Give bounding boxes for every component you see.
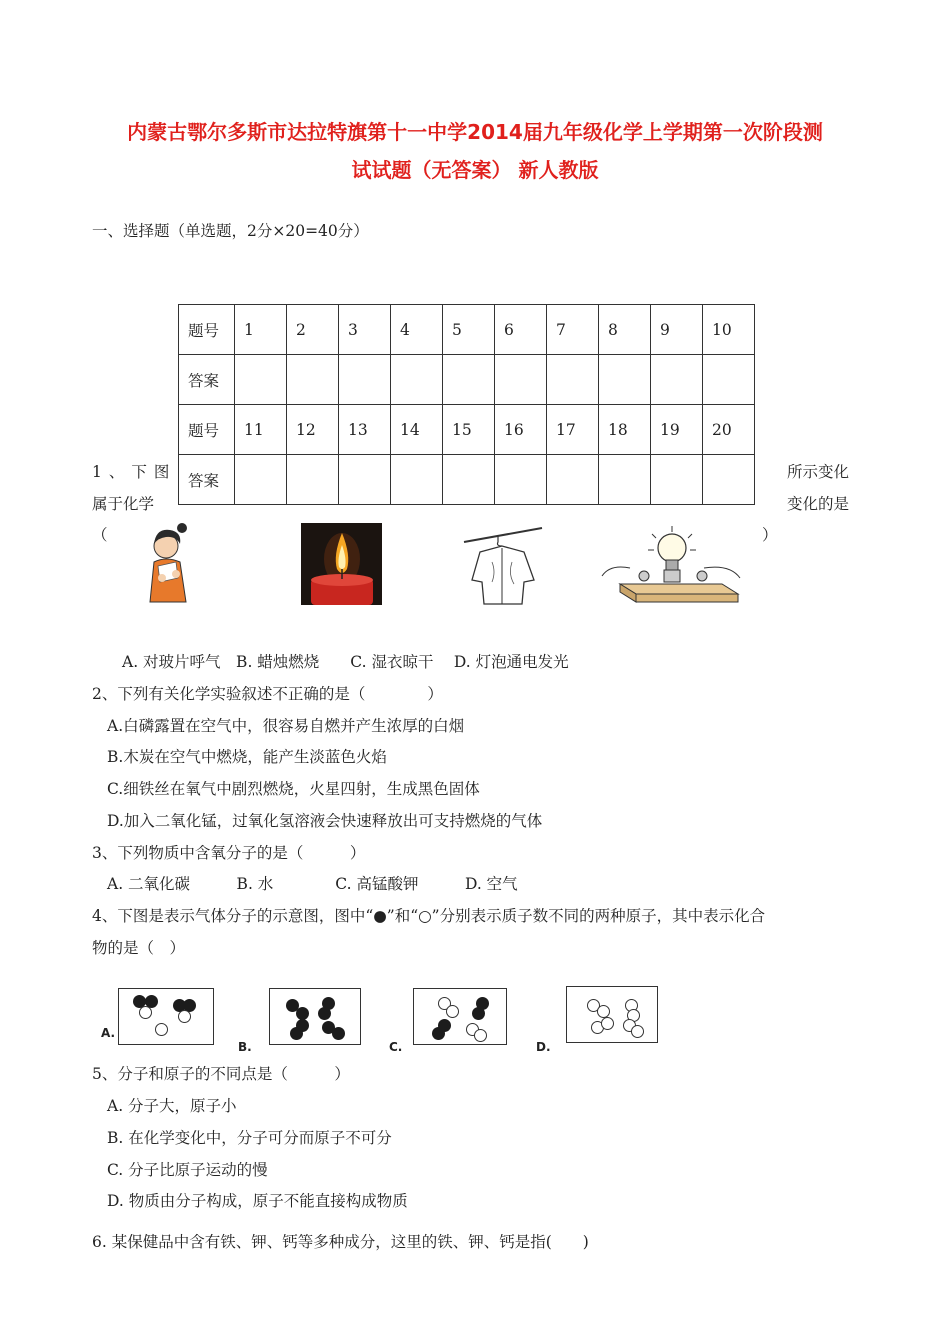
answer-cell[interactable] [443, 355, 495, 405]
table-cell: 1 [235, 305, 287, 355]
q1-left-2: 属于化学 [92, 495, 155, 513]
hollow-atom [474, 1029, 487, 1042]
q2-option-d: D.加入二氧化锰，过氧化氢溶液会快速释放出可支持燃烧的气体 [107, 812, 543, 830]
table-row [179, 355, 755, 405]
table-cell: 7 [547, 305, 599, 355]
answer-cell[interactable] [651, 355, 703, 405]
filled-atom [318, 1007, 331, 1020]
answer-cell[interactable] [495, 455, 547, 505]
answer-cell[interactable] [651, 455, 703, 505]
molecule-label-c: C. [389, 1040, 403, 1054]
answer-cell[interactable] [443, 455, 495, 505]
molecule-box-c [413, 988, 507, 1045]
table-cell: 17 [547, 405, 599, 455]
wet-clothes-image [462, 522, 544, 606]
answer-cell[interactable] [287, 455, 339, 505]
q5-option-c: C. 分子比原子运动的慢 [107, 1161, 268, 1179]
table-cell: 20 [703, 405, 755, 455]
answer-cell[interactable] [287, 355, 339, 405]
answer-cell[interactable] [703, 455, 755, 505]
answer-cell[interactable] [339, 355, 391, 405]
table-cell: 14 [391, 405, 443, 455]
molecule-box-b [269, 988, 361, 1045]
table-cell: 答案 [179, 355, 235, 405]
q1-right-1: 所示变化 [787, 463, 850, 481]
answer-cell[interactable] [391, 355, 443, 405]
table-cell: 13 [339, 405, 391, 455]
table-cell: 3 [339, 305, 391, 355]
table-cell: 15 [443, 405, 495, 455]
table-cell: 16 [495, 405, 547, 455]
q5-option-b: B. 在化学变化中，分子可分而原子不可分 [107, 1129, 392, 1147]
hollow-atom [178, 1010, 191, 1023]
answer-cell[interactable] [599, 355, 651, 405]
table-cell: 19 [651, 405, 703, 455]
q2-option-a: A.白磷露置在空气中，很容易自燃并产生浓厚的白烟 [107, 717, 465, 735]
table-row [179, 405, 755, 455]
q1-right-3: ） [762, 526, 778, 544]
q2-option-c: C.细铁丝在氧气中剧烈燃烧，火星四射，生成黑色固体 [107, 780, 480, 798]
answer-cell[interactable] [547, 355, 599, 405]
candle-burning-image [301, 523, 382, 605]
table-cell: 8 [599, 305, 651, 355]
table-cell: 9 [651, 305, 703, 355]
table-cell: 6 [495, 305, 547, 355]
table-row [179, 305, 755, 355]
q3-stem: 3、下列物质中含氧分子的是（ ） [92, 844, 366, 862]
molecule-label-b: B. [238, 1040, 252, 1054]
girl-breathing-image [146, 522, 196, 604]
q4-stem-line1: 4、下图是表示气体分子的示意图，图中“●”和“○”分别表示质子数不同的两种原子，其中表示化合 [92, 907, 766, 925]
q5-option-d: D. 物质由分子构成，原子不能直接构成物质 [107, 1192, 408, 1210]
table-cell: 题号 [179, 305, 235, 355]
answer-cell[interactable] [495, 355, 547, 405]
table-cell: 12 [287, 405, 339, 455]
q3-options: A. 二氧化碳 B. 水 C. 高锰酸钾 D. 空气 [107, 875, 518, 893]
filled-atom [472, 1007, 485, 1020]
molecule-label-d: D. [536, 1040, 551, 1054]
q2-stem: 2、下列有关化学实验叙述不正确的是（ ） [92, 685, 443, 703]
molecule-label-a: A. [101, 1026, 116, 1040]
page-title-line1: 内蒙古鄂尔多斯市达拉特旗第十一中学2014届九年级化学上学期第一次阶段测 [127, 120, 823, 144]
hollow-atom [139, 1006, 152, 1019]
q2-option-b: B.木炭在空气中燃烧，能产生淡蓝色火焰 [107, 748, 387, 766]
section-heading: 一、选择题（单选题，2分×20=40分） [92, 222, 369, 240]
answer-cell[interactable] [339, 455, 391, 505]
table-cell: 11 [235, 405, 287, 455]
answer-table [178, 304, 755, 505]
hollow-atom [155, 1023, 168, 1036]
q6-stem: 6. 某保健品中含有铁、钾、钙等多种成分，这里的铁、钾、钙是指( ) [92, 1233, 589, 1251]
q1-left-3: （ [92, 526, 108, 544]
answer-cell[interactable] [599, 455, 651, 505]
hollow-atom [631, 1025, 644, 1038]
molecule-box-a [118, 988, 214, 1045]
molecule-box-d [566, 986, 658, 1043]
hollow-atom [446, 1005, 459, 1018]
table-row [179, 455, 755, 505]
answer-cell[interactable] [235, 455, 287, 505]
answer-cell[interactable] [235, 355, 287, 405]
light-bulb-circuit-image [600, 524, 746, 608]
answer-cell[interactable] [547, 455, 599, 505]
q1-options: A. 对玻片呼气 B. 蜡烛燃烧 C. 湿衣晾干 D. 灯泡通电发光 [122, 653, 569, 671]
table-cell: 题号 [179, 405, 235, 455]
table-cell: 18 [599, 405, 651, 455]
filled-atom [432, 1027, 445, 1040]
filled-atom [290, 1027, 303, 1040]
page-title-line2: 试试题（无答案） 新人教版 [351, 158, 599, 182]
answer-cell[interactable] [391, 455, 443, 505]
q4-stem-line2: 物的是（ ） [92, 939, 186, 957]
q1-right-2: 变化的是 [787, 495, 850, 513]
filled-atom [332, 1027, 345, 1040]
table-cell: 2 [287, 305, 339, 355]
table-cell: 5 [443, 305, 495, 355]
table-cell: 4 [391, 305, 443, 355]
q5-stem: 5、分子和原子的不同点是（ ） [92, 1065, 350, 1083]
hollow-atom [601, 1017, 614, 1030]
q5-option-a: A. 分子大，原子小 [107, 1097, 237, 1115]
table-cell: 答案 [179, 455, 235, 505]
answer-cell[interactable] [703, 355, 755, 405]
table-cell: 10 [703, 305, 755, 355]
q1-left-1: 1、下图 [92, 463, 177, 481]
